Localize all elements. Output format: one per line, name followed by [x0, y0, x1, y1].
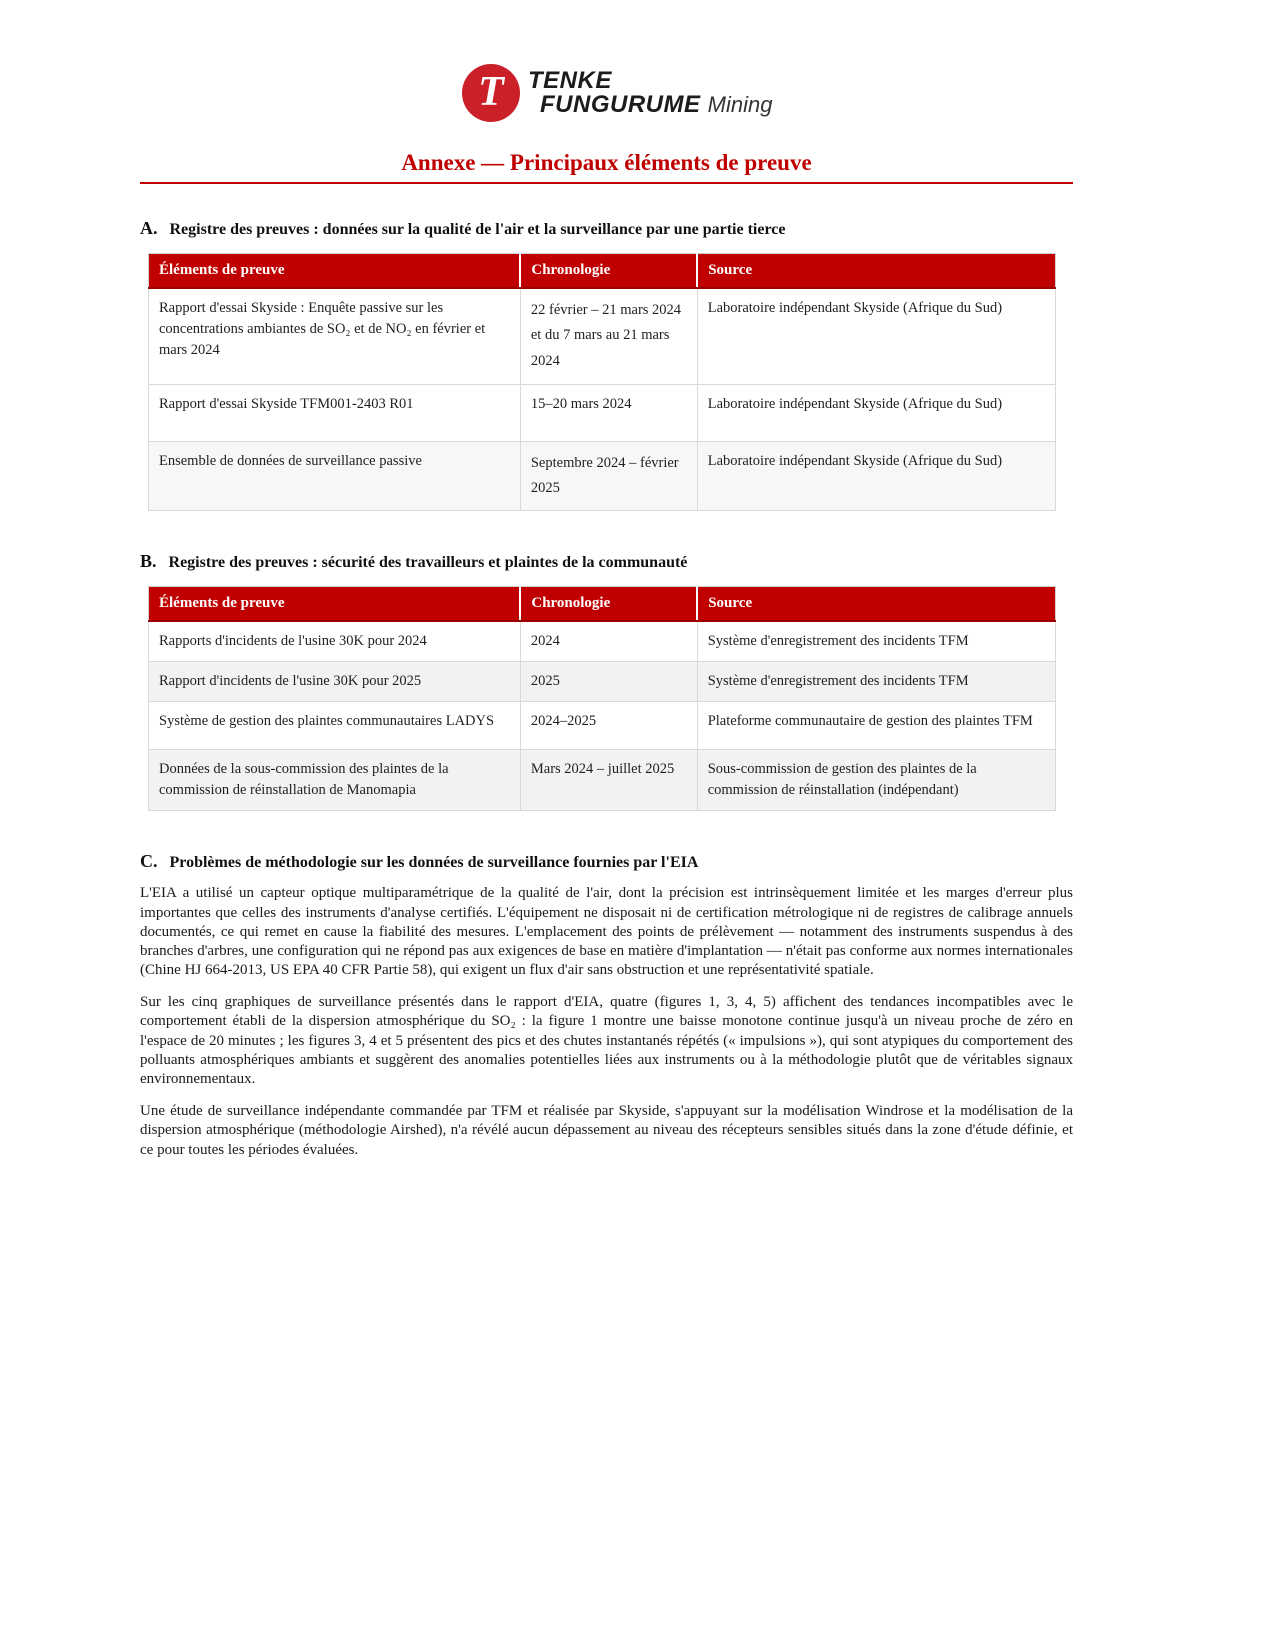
section-c-heading-text: Problèmes de méthodologie sur les données de surveillance fournies par l'EIA — [169, 854, 699, 872]
section-a-letter: A. — [140, 218, 158, 238]
tenke-fungurume-logo — [462, 64, 772, 122]
table-a-header-source: Source — [697, 254, 1055, 289]
section-a-heading — [140, 218, 1073, 239]
table-b-r2-source: Système d'enregistrement des incidents TFM — [697, 662, 1055, 702]
section-c — [140, 851, 1073, 1159]
table-row — [149, 662, 1056, 702]
section-c-heading — [140, 851, 1073, 872]
table-a-r3-elements: Ensemble de données de surveillance passive — [149, 441, 521, 511]
section-a — [140, 218, 1073, 511]
table-a-r1-source: Laboratoire indépendant Skyside (Afrique du Sud) — [697, 288, 1055, 384]
table-b-r3-chronologie: 2024–2025 — [520, 702, 697, 750]
table-b-header-chronologie: Chronologie — [520, 587, 697, 622]
section-c-paragraph-3: Une étude de surveillance indépendante commandée par TFM et réalisée par Skyside, s'appuyant sur la modélisation Windrose et la modélisation de la dispersion atmosphérique (méthodologie Airshed), n'a révélé aucun dépassement au niveau des récepteurs sensibles situés dans la zone d'étude définie, et ce pour toutes les périodes évaluées. — [140, 1103, 1073, 1158]
logo-line-tenke: TENKE — [528, 66, 612, 94]
table-a-r3-chronologie: Septembre 2024 – février 2025 — [520, 441, 697, 511]
table-a-header-row — [149, 254, 1056, 289]
table-b-r3-source: Plateforme communautaire de gestion des plaintes TFM — [697, 702, 1055, 750]
section-c-paragraph-1: L'EIA a utilisé un capteur optique multiparamétrique de la qualité de l'air, dont la précision est intrinsèquement limitée et les marges d'erreur plus importantes que celles des instruments d'analyse certifiés. L'équipement ne disposait ni de certification métrologique ni de registres de calibrage annuels documentés, ce qui remet en cause la fiabilité des mesures. L'emplacement des points de prélèvement — notamment des instruments suspendus à des branches d'arbres, une configuration qui ne répond pas aux exigences de base en matière d'implantation — n'était pas conforme aux normes internationales (Chine HJ 664-2013, US EPA 40 CFR Partie 58), qui exigent un flux d'air sans obstruction et une représentativité spatiale. — [140, 885, 1073, 979]
table-a-r1-elements: Rapport d'essai Skyside : Enquête passive sur les concentrations ambiantes de SO₂ et de NO₂ en février et mars 2024 — [149, 288, 521, 384]
logo-wordmark — [528, 66, 773, 118]
table-b-r3-elements: Système de gestion des plaintes communautaires LADYS — [149, 702, 521, 750]
table-a-r2-source: Laboratoire indépendant Skyside (Afrique du Sud) — [697, 384, 1055, 441]
table-row — [149, 750, 1056, 811]
section-c-letter: C. — [140, 851, 158, 872]
table-b-r4-chronologie: Mars 2024 – juillet 2025 — [520, 750, 697, 811]
table-a-r2-elements: Rapport d'essai Skyside TFM001-2403 R01 — [149, 384, 521, 441]
logo-mining-text: Mining — [707, 92, 773, 117]
section-a-heading-text: Registre des preuves : données sur la qualité de l'air et la surveillance par une partie tierce — [169, 221, 786, 238]
table-row — [149, 702, 1056, 750]
table-a-r3-source: Laboratoire indépendant Skyside (Afrique du Sud) — [697, 441, 1055, 511]
table-b-r4-source: Sous-commission de gestion des plaintes de la commission de réinstallation (indépendant) — [697, 750, 1055, 811]
section-b — [140, 551, 1073, 811]
table-a-r2-chronologie: 15–20 mars 2024 — [520, 384, 697, 441]
section-b-letter: B. — [140, 551, 157, 572]
table-b-header-row — [149, 587, 1056, 622]
logo-fungurume-text: FUNGURUME — [540, 91, 701, 118]
table-row — [149, 384, 1056, 441]
table-row — [149, 621, 1056, 662]
page-title: Annexe — Principaux éléments de preuve — [401, 150, 812, 175]
table-a-header-elements: Éléments de preuve — [149, 254, 521, 289]
logo-row — [140, 64, 1073, 122]
title-divider — [140, 182, 1073, 184]
evidence-table-a — [148, 253, 1056, 511]
table-b-r1-source: Système d'enregistrement des incidents TFM — [697, 621, 1055, 662]
tenke-logo-icon — [462, 64, 520, 122]
table-b-header-source: Source — [697, 587, 1055, 622]
table-b-r2-elements: Rapport d'incidents de l'usine 30K pour 2025 — [149, 662, 521, 702]
table-b-r1-chronologie: 2024 — [520, 621, 697, 662]
logo-t-glyph: T — [478, 69, 504, 115]
evidence-table-b — [148, 586, 1056, 811]
table-b-r1-elements: Rapports d'incidents de l'usine 30K pour 2024 — [149, 621, 521, 662]
table-a-header-chronologie: Chronologie — [520, 254, 697, 289]
table-b-r4-elements: Données de la sous-commission des plaintes de la commission de réinstallation de Manomapia — [149, 750, 521, 811]
logo-line-fungurume — [528, 93, 772, 117]
table-row — [149, 441, 1056, 511]
section-b-heading — [140, 551, 1073, 572]
section-b-heading-text: Registre des preuves : sécurité des travailleurs et plaintes de la communauté — [168, 554, 688, 572]
table-b-header-elements: Éléments de preuve — [149, 587, 521, 622]
section-c-paragraph-2: Sur les cinq graphiques de surveillance présentés dans le rapport d'EIA, quatre (figures 1, 3, 4, 5) affichent des tendances incompatibles avec le comportement établi de la dispersion atmosphérique du SO₂ : la figure 1 montre une baisse monotone continue jusqu'à un niveau proche de zéro en l'espace de 20 minutes ; les figures 3, 4 et 5 présentent des pics et des chutes instantanés répétés (« impulsions »), qui sont atypiques du comportement des polluants atmosphériques ambiants et suggèrent des anomalies potentielles liées aux instruments ou à la méthodologie plutôt que de véritables signaux environnementaux. — [140, 994, 1073, 1087]
table-b-r2-chronologie: 2025 — [520, 662, 697, 702]
table-a-r1-chronologie: 22 février – 21 mars 2024 et du 7 mars au 21 mars 2024 — [520, 288, 697, 384]
table-row — [149, 288, 1056, 384]
